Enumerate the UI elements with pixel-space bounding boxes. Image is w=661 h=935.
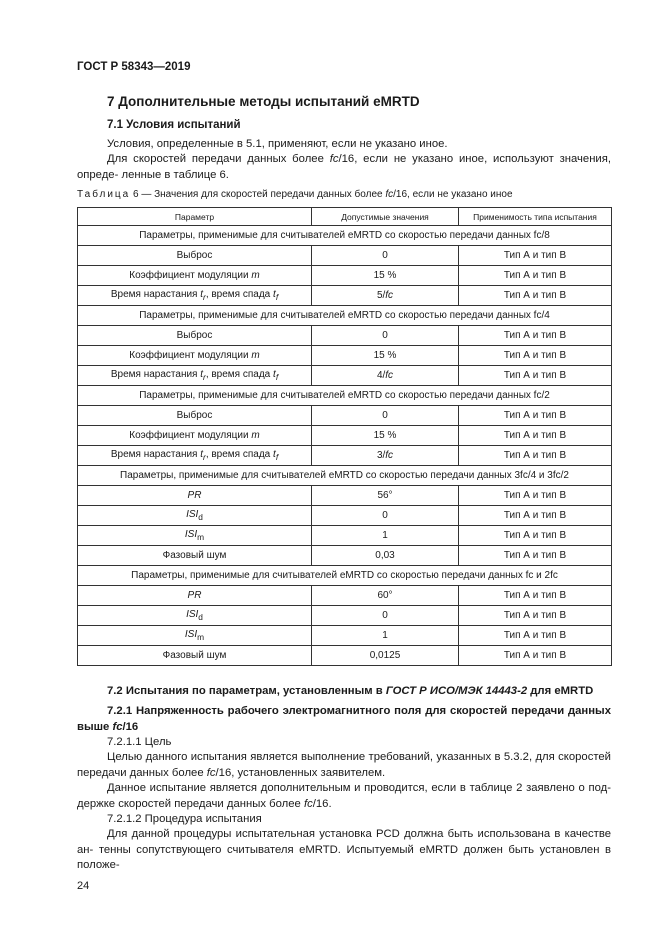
type-cell: Тип А и тип В bbox=[459, 366, 612, 386]
param-cell: Коэффициент модуляции m bbox=[78, 346, 312, 366]
table-row bbox=[78, 506, 612, 526]
paragraph-goal: Целью данного испытания является выполнение требований, указанных в 5.3.2, для скоростей передачи данных более fc/16, установленных заявителем. bbox=[77, 751, 611, 779]
param-cell: Выброс bbox=[78, 406, 312, 426]
value-cell: 1 bbox=[312, 526, 459, 546]
table-caption: Таблица 6 — Значения для скоростей передачи данных более fc/16, если не указано иное bbox=[77, 189, 513, 200]
table-row bbox=[78, 606, 612, 626]
table-row bbox=[78, 646, 612, 666]
group-title: Параметры, применимые для считывателей eMRTD со скоростью передачи данных fc/8 bbox=[78, 226, 612, 246]
column-header: Допустимые значения bbox=[312, 208, 459, 226]
table-group-row bbox=[78, 226, 612, 246]
type-cell: Тип А и тип В bbox=[459, 286, 612, 306]
type-cell: Тип А и тип В bbox=[459, 346, 612, 366]
table-row bbox=[78, 426, 612, 446]
table-row bbox=[78, 366, 612, 386]
document-header: ГОСТ Р 58343—2019 bbox=[77, 61, 191, 73]
table-group-row bbox=[78, 466, 612, 486]
table-row bbox=[78, 346, 612, 366]
param-cell: Время нарастания $t_r$, время спада $t_f$ bbox=[78, 446, 312, 466]
type-cell: Тип А и тип В bbox=[459, 486, 612, 506]
table-row bbox=[78, 286, 612, 306]
table-row bbox=[78, 266, 612, 286]
type-cell: Тип А и тип В bbox=[459, 426, 612, 446]
column-header: Применимость типа испытания bbox=[459, 208, 612, 226]
table-row bbox=[78, 546, 612, 566]
value-cell: 1 bbox=[312, 626, 459, 646]
param-cell: Коэффициент модуляции m bbox=[78, 266, 312, 286]
type-cell: Тип А и тип В bbox=[459, 586, 612, 606]
table-group-row bbox=[78, 306, 612, 326]
paragraph-procedure: Для данной процедуры испытательная установка PCD должна быть использована в качестве ан- тенны сопутствующего считывателя eMRTD. Испытуемый eMRTD должен быть установлен в положе- bbox=[77, 828, 611, 871]
type-cell: Тип А и тип В bbox=[459, 506, 612, 526]
value-cell: 15 % bbox=[312, 426, 459, 446]
param-cell: Выброс bbox=[78, 246, 312, 266]
column-header: Параметр bbox=[78, 208, 312, 226]
values-table bbox=[77, 207, 612, 666]
type-cell: Тип А и тип В bbox=[459, 626, 612, 646]
table-row bbox=[78, 446, 612, 466]
paragraph-additional: Данное испытание является дополнительным и проводится, если в таблице 2 заявлено о под- держке скоростей передачи данных более fc/16. bbox=[77, 782, 611, 810]
type-cell: Тип А и тип В bbox=[459, 646, 612, 666]
value-cell: 3/fc bbox=[312, 446, 459, 466]
param-cell: $ISI_d$ bbox=[78, 506, 312, 526]
type-cell: Тип А и тип В bbox=[459, 446, 612, 466]
section-7-2-title: 7.2 Испытания по параметрам, установленным в ГОСТ Р ИСО/МЭК 14443-2 для eMRTD bbox=[107, 685, 594, 697]
value-cell: 15 % bbox=[312, 346, 459, 366]
param-cell: Выброс bbox=[78, 326, 312, 346]
table-row bbox=[78, 586, 612, 606]
value-cell: 15 % bbox=[312, 266, 459, 286]
section-7-2-1-2-title: 7.2.1.2 Процедура испытания bbox=[107, 813, 262, 825]
table-header-row bbox=[78, 208, 612, 226]
value-cell: 0 bbox=[312, 406, 459, 426]
group-title: Параметры, применимые для считывателей eMRTD со скоростью передачи данных 3fc/4 и 3fc/2 bbox=[78, 466, 612, 486]
value-cell: 60° bbox=[312, 586, 459, 606]
type-cell: Тип А и тип В bbox=[459, 546, 612, 566]
section-7-2-1-title: 7.2.1 Напряженность рабочего электромагнитного поля для скоростей передачи данных выше fc/16 bbox=[77, 705, 611, 733]
table-row bbox=[78, 246, 612, 266]
param-cell: Фазовый шум bbox=[78, 646, 312, 666]
type-cell: Тип А и тип В bbox=[459, 526, 612, 546]
value-cell: 0,03 bbox=[312, 546, 459, 566]
group-title: Параметры, применимые для считывателей eMRTD со скоростью передачи данных fc/2 bbox=[78, 386, 612, 406]
section-7-2-1-1-title: 7.2.1.1 Цель bbox=[107, 736, 172, 748]
param-cell: PR bbox=[78, 586, 312, 606]
value-cell: 56° bbox=[312, 486, 459, 506]
table-row bbox=[78, 626, 612, 646]
param-cell: Коэффициент модуляции m bbox=[78, 426, 312, 446]
value-cell: 0 bbox=[312, 606, 459, 626]
value-cell: 0 bbox=[312, 326, 459, 346]
page-number: 24 bbox=[77, 880, 90, 892]
param-cell: $ISI_m$ bbox=[78, 626, 312, 646]
table-group-row bbox=[78, 566, 612, 586]
type-cell: Тип А и тип В bbox=[459, 606, 612, 626]
section-title: 7 Дополнительные методы испытаний eMRTD bbox=[107, 94, 420, 109]
type-cell: Тип А и тип В bbox=[459, 266, 612, 286]
table-group-row bbox=[78, 386, 612, 406]
param-cell: $ISI_d$ bbox=[78, 606, 312, 626]
param-cell: Время нарастания $t_r$, время спада $t_f$ bbox=[78, 286, 312, 306]
param-cell: PR bbox=[78, 486, 312, 506]
value-cell: 0,0125 bbox=[312, 646, 459, 666]
type-cell: Тип А и тип В bbox=[459, 326, 612, 346]
paragraph-conditions: Условия, определенные в 5.1, применяют, если не указано иное. bbox=[107, 138, 448, 150]
group-title: Параметры, применимые для считывателей eMRTD со скоростью передачи данных fc/4 bbox=[78, 306, 612, 326]
table-row bbox=[78, 486, 612, 506]
value-cell: 0 bbox=[312, 506, 459, 526]
group-title: Параметры, применимые для считывателей eMRTD со скоростью передачи данных fc и 2fc bbox=[78, 566, 612, 586]
param-cell: Время нарастания $t_r$, время спада $t_f$ bbox=[78, 366, 312, 386]
paragraph-speeds: Для скоростей передачи данных более fc/16, если не указано иное, используют значения, опреде- ленные в таблице 6. bbox=[77, 153, 611, 181]
table-row bbox=[78, 406, 612, 426]
param-cell: Фазовый шум bbox=[78, 546, 312, 566]
param-cell: $ISI_m$ bbox=[78, 526, 312, 546]
subsection-title: 7.1 Условия испытаний bbox=[107, 119, 241, 131]
value-cell: 5/fc bbox=[312, 286, 459, 306]
value-cell: 4/fc bbox=[312, 366, 459, 386]
table-row bbox=[78, 326, 612, 346]
value-cell: 0 bbox=[312, 246, 459, 266]
type-cell: Тип А и тип В bbox=[459, 246, 612, 266]
type-cell: Тип А и тип В bbox=[459, 406, 612, 426]
table-row bbox=[78, 526, 612, 546]
